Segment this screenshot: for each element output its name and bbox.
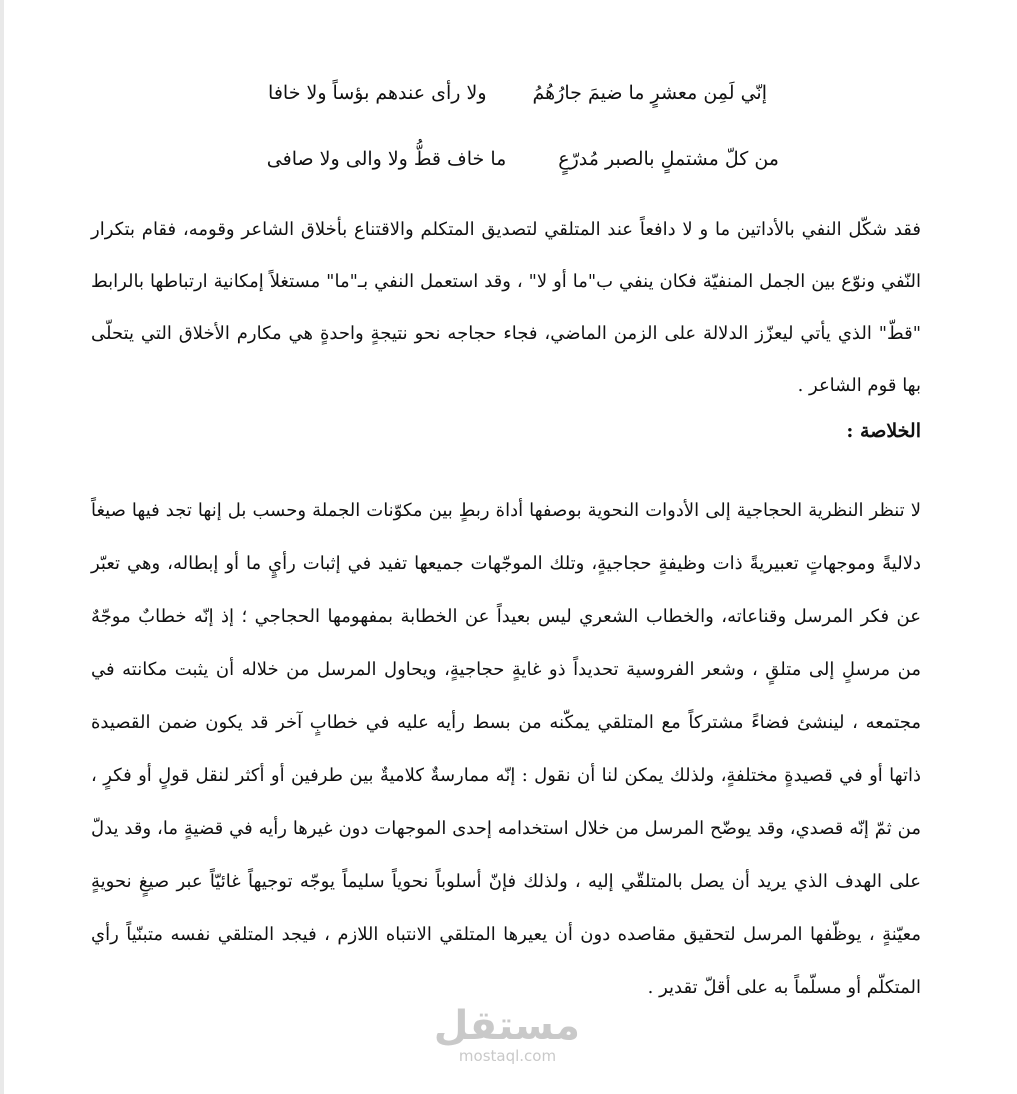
watermark-brand: مستقل [433, 1003, 580, 1049]
conclusion-heading: الخلاصة : [846, 420, 921, 442]
verse-2-second-hemistich: ما خاف قطُّ ولا والى ولا صافى [266, 148, 507, 170]
watermark-domain: mostaql.com [458, 1047, 557, 1065]
verse-2-first-hemistich: من كلّ مشتملٍ بالصبر مُدرّعٍ [558, 148, 779, 170]
poem-verse-1 [268, 82, 767, 104]
mostaql-watermark [435, 1004, 580, 1064]
conclusion-paragraph: لا تنظر النظرية الحجاجية إلى الأدوات النحوية بوصفها أداة ربطٍ بين مكوّنات الجملة وحسب بل إنها تجد فيها صيغاً دلاليةً وموجهاتٍ تعبيريةً ذات وظيفةٍ حجاجيةٍ، وتلك الموجّهات جميعها تفيد في إثبات رأيٍ ما أو إبطاله، وهي تعبّر عن فكر المرسل وقناعاته، والخطاب الشعري ليس بعيداً عن الخطابة بمفهومها الحجاجي ؛ إذ إنّه خطابٌ موجّهٌ من مرسلٍ إلى متلقٍ ، وشعر الفروسية تحديداً ذو غايةٍ حجاجيةٍ، ويحاول المرسل من خلاله أن يثبت مكانته في مجتمعه ، لينشئ فضاءً مشتركاً مع المتلقي يمكّنه من بسط رأيه عليه في خطابٍ آخر قد يكون ضمن القصيدة ذاتها أو في قصيدةٍ مختلفةٍ، ولذلك يمكن لنا أن نقول : إنّه ممارسةٌ كلاميةٌ بين طرفين أو أكثر لنقل قولٍ أو فكرٍ ، من ثمّ إنّه قصدي، وقد يوضّح المرسل من خلال استخدامه إحدى الموجهات دون غيرها رأيه في قضيةٍ ما، وقد يدلّ على الهدف الذي يريد أن يصل بالمتلقّي إليه ، ولذلك فإنّ أسلوباً نحوياً سليماً يوجّه توجيهاً غائيّاً عبر صيغٍ نحويةٍ معيّنةٍ ، يوظّفها المرسل لتحقيق مقاصده دون أن يعيرها المتلقي الانتباه اللازم ، فيجد المتلقي نفسه متبنّياً رأي المتكلّم أو مسلّماً به على أقلّ تقدير . [91, 500, 921, 998]
analysis-paragraph: فقد شكّل النفي بالأداتين ما و لا دافعاً عند المتلقي لتصديق المتكلم والاقتناع بأخلاق الشاعر وقومه، فقام بتكرار النّفي ونوّع بين الجمل المنفيّة فكان ينفي ب"ما أو لا" ، وقد استعمل النفي بـ"ما" مستغلاً إمكانية ارتباطها بالرابط "قطّ" الذي يأتي ليعزّز الدلالة على الزمن الماضي، فجاء حجاجه نحو نتيجةٍ واحدةٍ هي مكارم الأخلاق التي يتحلّى بها قوم الشاعر . [91, 219, 921, 396]
poem-verse-2 [267, 148, 779, 170]
verse-1-second-hemistich: ولا رأى عندهم بؤساً ولا خافا [268, 82, 487, 104]
verse-1-first-hemistich: إنّي لَمِن معشرٍ ما ضيمَ جارُهُمُ [532, 82, 767, 104]
